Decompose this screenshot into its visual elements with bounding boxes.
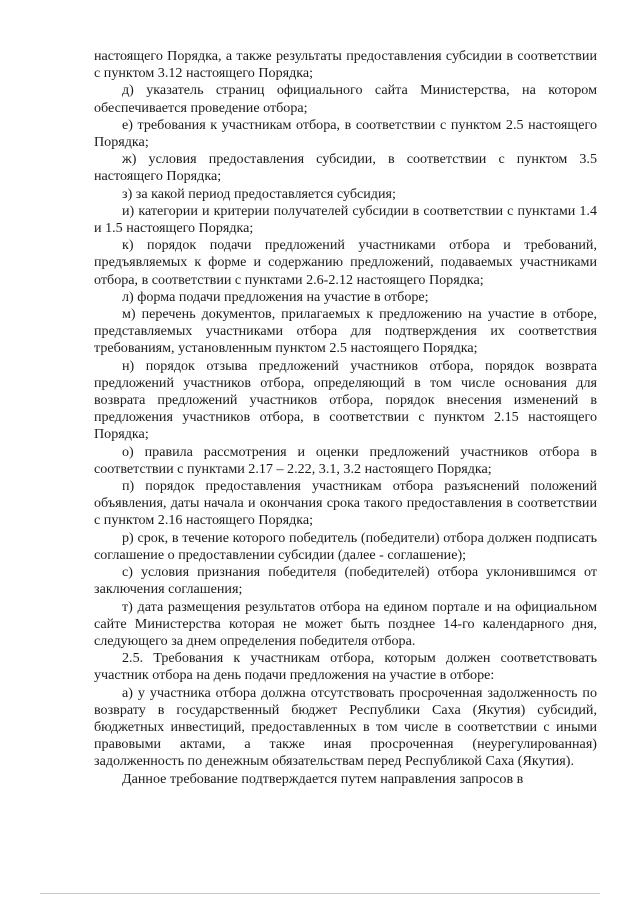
paragraph-item-r: р) срок, в течение которого победитель (победители) отбора должен подписать соглашение о предоставлении субсидии (далее - соглашение); (94, 529, 597, 563)
paragraph-item-m: м) перечень документов, прилагаемых к предложению на участие в отборе, представляемых участниками отбора для подтверждения их соответствия требованиям, установленным пунктом 2.5 настоящего Порядка; (94, 306, 597, 357)
paragraph-item-l: л) форма подачи предложения на участие в отборе; (122, 288, 429, 305)
paragraph-item-e: е) требования к участникам отбора, в соответствии с пунктом 2.5 настоящего Порядка; (94, 116, 597, 151)
paragraph-item-s: с) условия признания победителя (победителей) отбора уклонившимся от заключения соглашения; (94, 564, 597, 598)
paragraph-item-n: н) порядок отзыва предложений участников отбора, порядок возврата предложений участников отбора, определяющий в том числе основания для возврата предложений участников отбора, порядок внесения изменений в предложения участников отбора, в соответствии с пунктом 2.15 настоящего Порядка; (94, 357, 597, 443)
paragraph-continuation: настоящего Порядка, а также результаты предоставления субсидии в соответствии с пунктом 3.12 настоящего Порядка; (94, 48, 597, 82)
paragraph-requirement-confirmation: Данное требование подтверждается путем направления запросов в (122, 770, 524, 787)
paragraph-item-p: п) порядок предоставления участникам отбора разъяснений положений объявления, даты начала и окончания срока такого предоставления в соответствии с пунктом 2.16 настоящего Порядка; (94, 478, 597, 529)
paragraph-item-d: д) указатель страниц официального сайта Министерства, на котором обеспечивается проведение отбора; (94, 82, 597, 116)
paragraph-item-zh: ж) условия предоставления субсидии, в соответствии с пунктом 3.5 настоящего Порядка; (94, 151, 597, 185)
paragraph-item-z: з) за какой период предоставляется субсидия; (122, 185, 396, 202)
paragraph-item-o: о) правила рассмотрения и оценки предложений участников отбора в соответствии с пунктами 2.17 – 2.22, 3.1, 3.2 настоящего Порядка; (94, 443, 597, 477)
paragraph-item-k: к) порядок подачи предложений участниками отбора и требований, предъявляемых к форме и содержанию предложений, подаваемых участниками отбора, в соответствии с пунктами 2.6-2.12 настоящего Порядка; (94, 237, 597, 288)
page-bottom-edge (40, 893, 600, 894)
paragraph-section-2-5: 2.5. Требования к участникам отбора, которым должен соответствовать участник отбора на день подачи предложения на участие в отборе: (94, 650, 597, 684)
paragraph-item-i: и) категории и критерии получателей субсидии в соответствии с пунктами 1.4 и 1.5 настоящего Порядка; (94, 202, 597, 237)
document-body (94, 48, 597, 788)
paragraph-item-a: а) у участника отбора должна отсутствовать просроченная задолженность по возврату в государственный бюджет Республики Саха (Якутия) субсидий, бюджетных инвестиций, предоставленных в том числе в соответствии с иными правовыми актами, а также иная просроченная (неурегулированная) задолженность по денежным обязательствам перед Республикой Саха (Якутия). (94, 684, 597, 770)
paragraph-item-t: т) дата размещения результатов отбора на едином портале и на официальном сайте Министерства которая не может быть позднее 14-го календарного дня, следующего за днем определения победителя отбора. (94, 598, 597, 649)
